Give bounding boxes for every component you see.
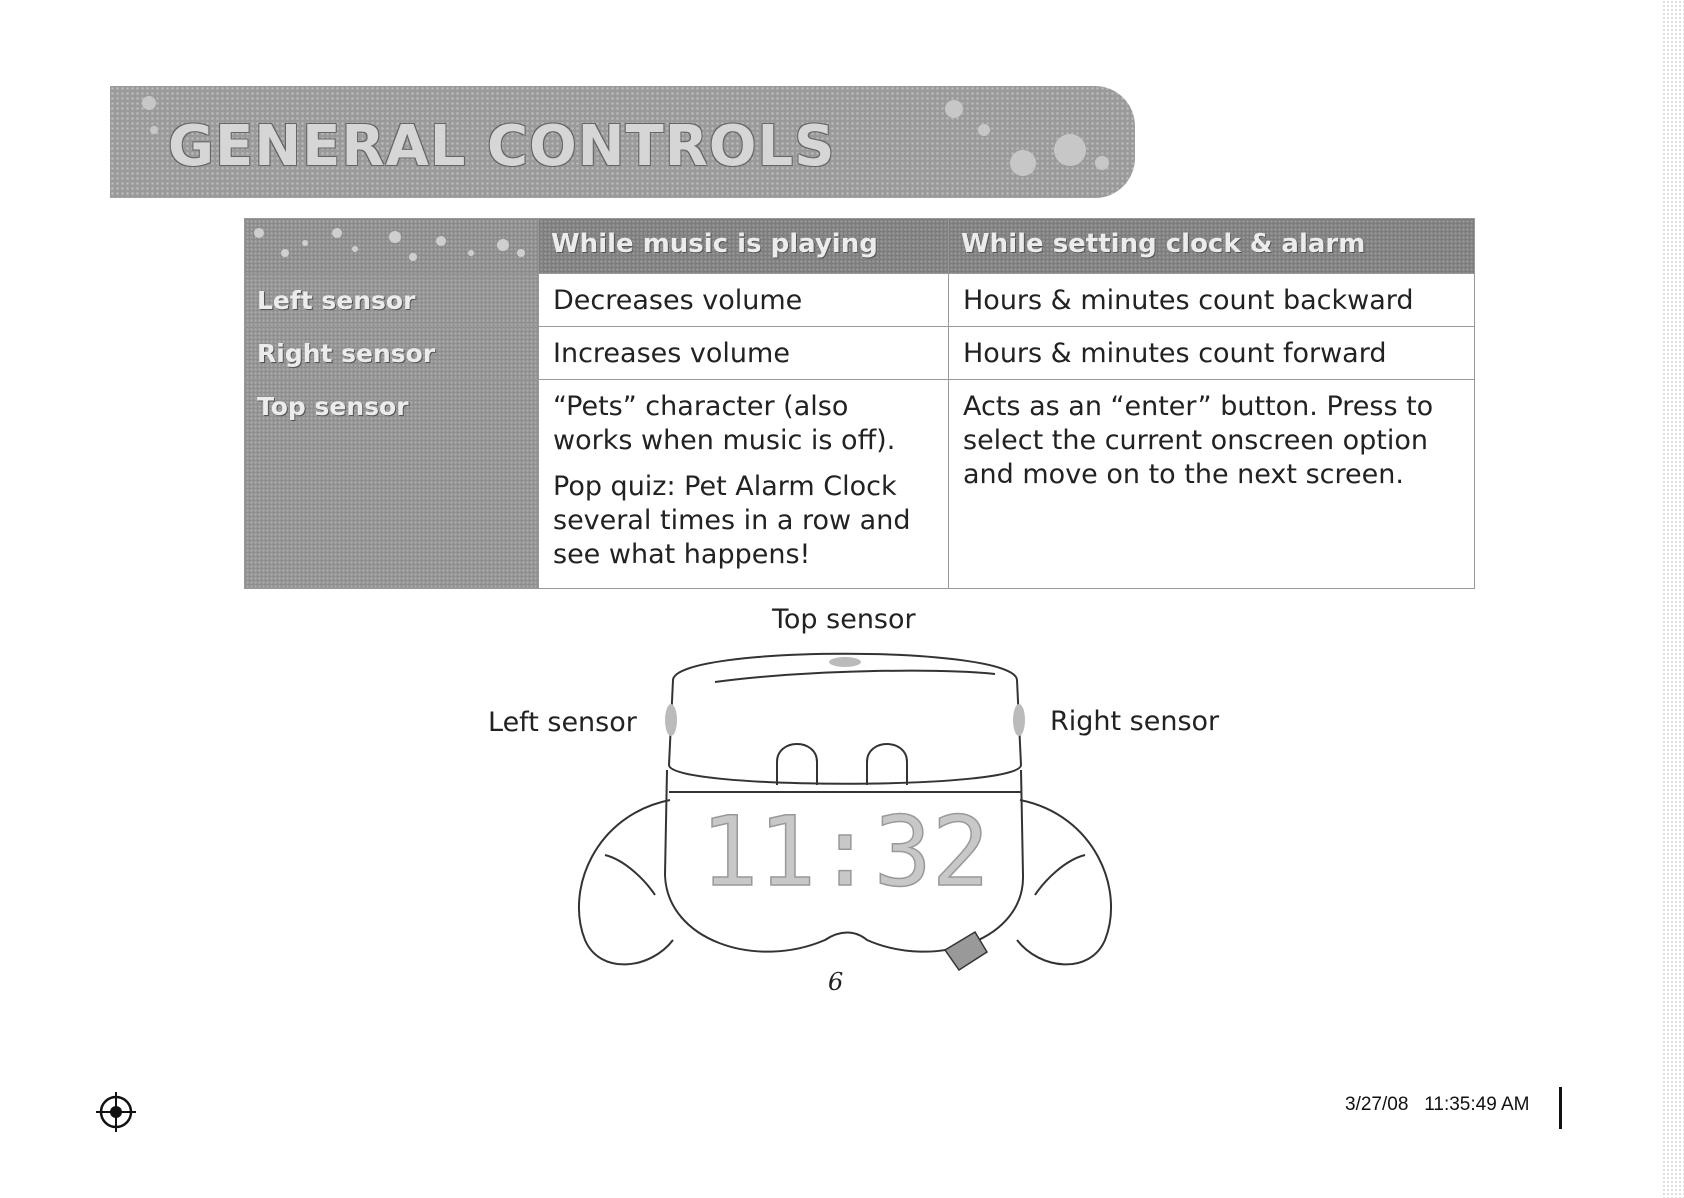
left-sensor-icon [665,704,677,736]
page-edge-texture [1662,0,1684,1198]
row-label-top-sensor: Top sensor [245,380,539,589]
left-eye-arch [777,744,817,785]
bubble-decoration [945,100,963,118]
cell-clock [949,327,1475,380]
cell-music [539,327,949,380]
cell-music [539,380,949,589]
bubble-decoration [1095,156,1109,170]
left-sensor-label: Left sensor [488,707,637,738]
cell-clock [949,380,1475,589]
cell-text: Hours & minutes count backward [963,285,1414,316]
bubble-decoration [1010,150,1036,176]
dots-decoration-icon [245,219,539,269]
top-sensor-icon [829,657,861,667]
top-sensor-label: Top sensor [772,604,916,635]
clock-display: 11:32 [700,796,990,908]
bubble-decoration [150,126,158,134]
row-label-left-sensor: Left sensor [245,274,539,327]
crop-line [1559,1087,1562,1129]
right-lobe [1017,800,1111,964]
cell-text: “Pets” character (also works when music is off). [553,391,896,456]
bubble-decoration [978,124,990,136]
right-sensor-label: Right sensor [1050,706,1220,737]
head-highlight [715,671,995,682]
page-title: GENERAL CONTROLS [168,114,836,179]
registration-mark-icon [96,1092,136,1132]
right-sensor-icon [1013,704,1025,736]
row-label-right-sensor: Right sensor [245,327,539,380]
alarm-clock-illustration [555,640,1135,985]
cell-text: Acts as an “enter” button. Press to select the current onscreen option and move on to the next screen. [963,391,1434,490]
strap-icon [945,932,987,970]
header-corner-decoration [245,219,539,274]
cell-clock [949,274,1475,327]
table-row [245,327,1475,380]
column-header-music: While music is playing [539,219,949,274]
cell-music [539,274,949,327]
cell-text: Increases volume [553,338,790,369]
controls-table [244,218,1475,589]
cell-text: Pop quiz: Pet Alarm Clock several times in a row and see what happens! [553,471,911,570]
clock-head [669,654,1021,784]
table-row [245,380,1475,589]
table-row [245,274,1475,327]
bubble-decoration [142,96,156,110]
page-number: 6 [828,968,844,996]
cell-text: Hours & minutes count forward [963,338,1387,369]
section-banner [110,86,1135,198]
print-timestamp: 3/27/08 11:35:49 AM [1345,1094,1530,1115]
bubble-decoration [1054,134,1086,166]
right-lobe-crease [1035,855,1085,895]
right-eye-arch [867,744,907,785]
left-lobe-crease [605,855,655,895]
cell-text: Decreases volume [553,285,803,316]
column-header-clock: While setting clock & alarm [949,219,1475,274]
table-header-row [245,219,1475,274]
left-lobe [579,800,673,964]
